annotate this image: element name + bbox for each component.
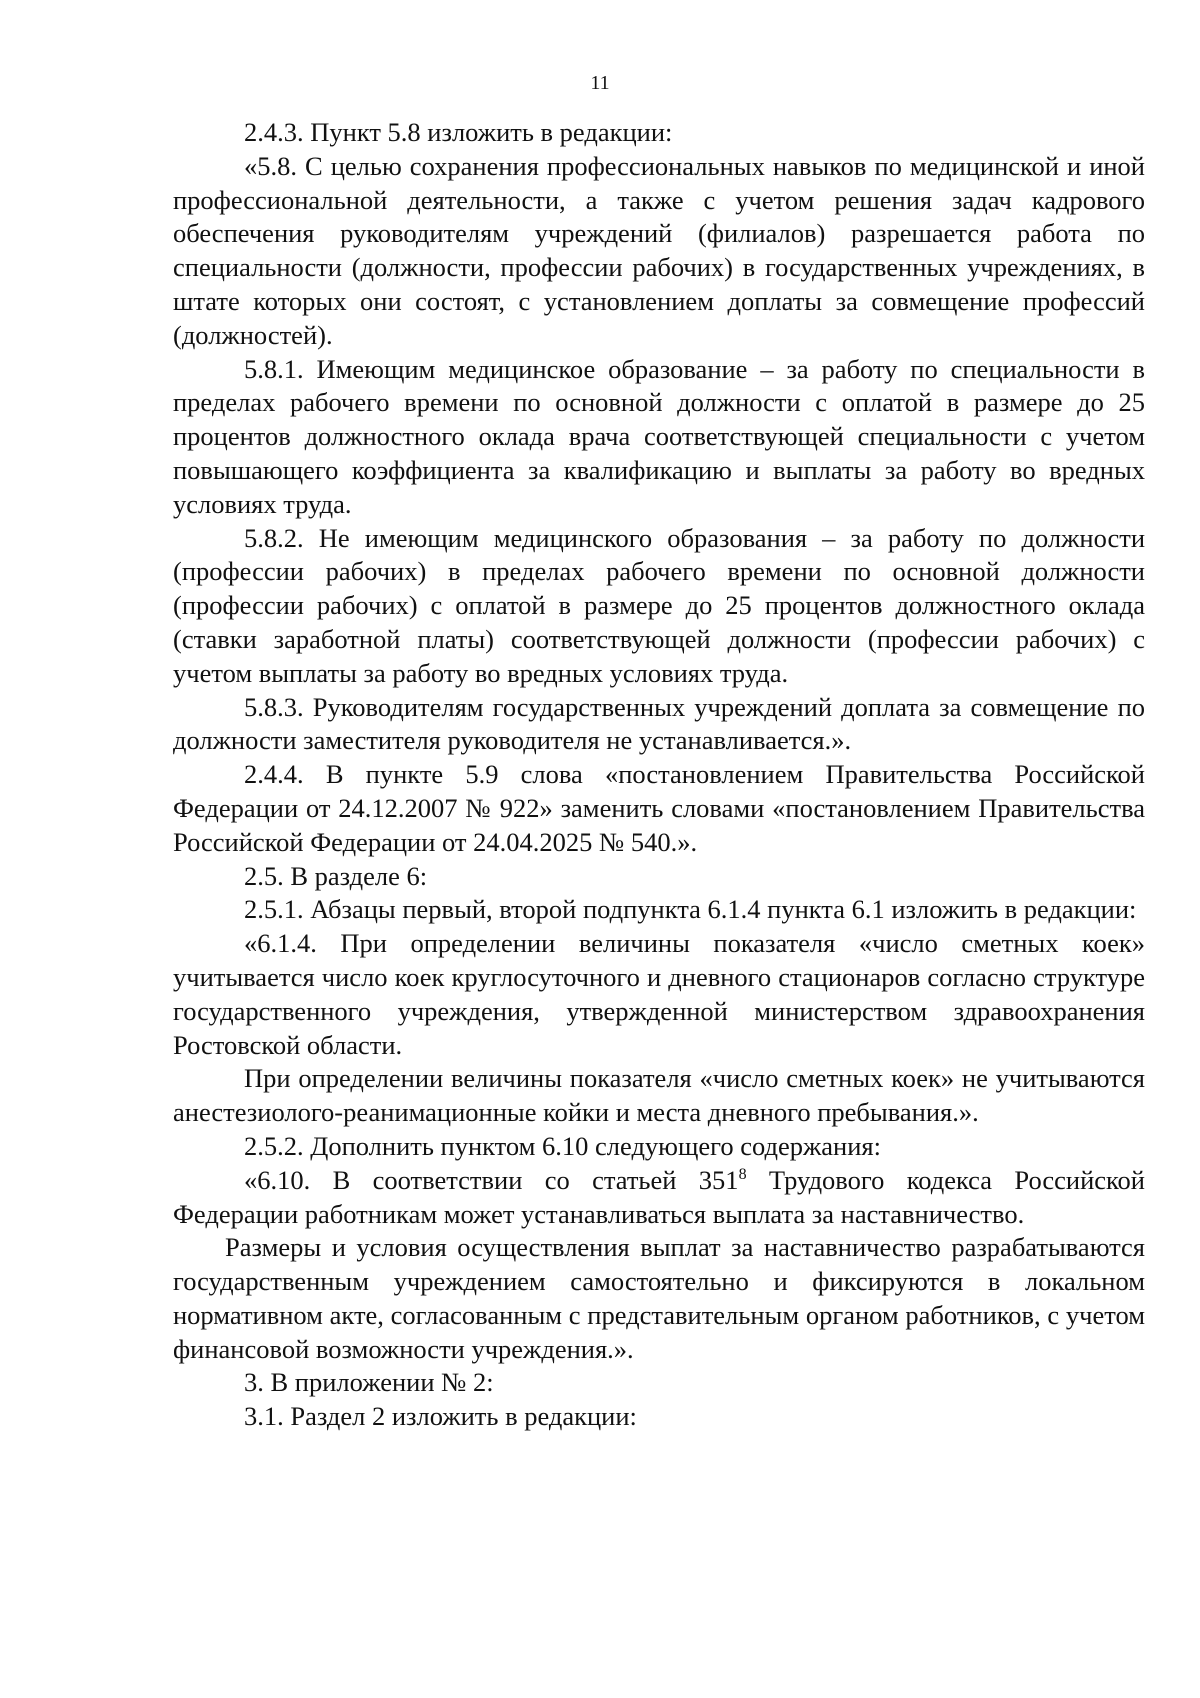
paragraph-2-5: 2.5. В разделе 6: [244, 860, 428, 891]
page-number: 11 [590, 72, 610, 94]
paragraph-2-4-4: 2.4.4. В пункте 5.9 слова «постановлением Правительства Российской Федерации от 24.12.2007 № 922» заменить словами «постановлением Правительства Российской Федерации от 24.04.2025 № 540.». [173, 759, 1145, 857]
paragraph-5-8-3: 5.8.3. Руководителям государственных учреждений доплата за совмещение по должности заместителя руководителя не устанавливается.». [173, 691, 1145, 756]
paragraph-5-8-1: 5.8.1. Имеющим медицинское образование – за работу по специальности в пределах рабочего времени по основной должности с оплатой в размере до 25 процентов должностного оклада врача соответствующей специальности с учетом повышающего коэффициента за квалификацию и выплаты за работу во вредных условиях труда. [173, 353, 1145, 519]
paragraph-2-4-3: 2.4.3. Пункт 5.8 изложить в редакции: [244, 117, 673, 147]
paragraph-5-8: «5.8. С целью сохранения профессиональных навыков по медицинской и иной профессиональной деятельности, а также с учетом решения задач кадрового обеспечения руководителям учреждений (филиалов) разрешается работа по специальности (должности, профессии рабочих) в государственных учреждениях, в штате которых они состоят, с установлением доплаты за совмещение профессий (должностей). [173, 150, 1145, 350]
paragraph-3-1: 3.1. Раздел 2 изложить в редакции: [244, 1401, 637, 1432]
paragraph-6-10-end: Трудового кодекса Российской Федерации работникам может устанавливаться выплата за наставничество. [173, 1164, 1145, 1229]
paragraph-2-5-2: 2.5.2. Дополнить пунктом 6.10 следующего содержания: [244, 1130, 881, 1161]
paragraph-6-10 [173, 1164, 1145, 1232]
paragraph-6-1-4: «6.1.4. При определении величины показателя «число сметных коек» учитывается число коек круглосуточного и дневного стационаров согласно структуре государственного учреждения, утвержденной министерством здравоохранения Ростовской области. [173, 928, 1145, 1060]
paragraph-mentorship-sizes: Размеры и условия осуществления выплат за наставничество разрабатываются государственным учреждением самостоятельно и фиксируются в локальном нормативном акте, согласованным с представительным органом работников, с учетом финансовой возможности учреждения.». [173, 1232, 1145, 1364]
paragraph-3: 3. В приложении № 2: [244, 1367, 494, 1398]
paragraph-2-5-1: 2.5.1. Абзацы первый, второй подпункта 6.1.4 пункта 6.1 изложить в редакции: [244, 894, 1137, 925]
paragraph-beds-exclusion: При определении величины показателя «число сметных коек» не учитываются анестезиолого-реанимационные койки и места дневного пребывания.». [173, 1063, 1145, 1128]
paragraph-6-10-start: «6.10. В соответствии со статьей 351 [244, 1164, 739, 1195]
article-superscript: 8 [738, 1165, 747, 1183]
paragraph-5-8-2: 5.8.2. Не имеющим медицинского образования – за работу по должности (профессии рабочих) в пределах рабочего времени по основной должности (профессии рабочих) с оплатой в размере до 25 процентов должностного оклада (ставки заработной платы) соответствующей должности (профессии рабочих) с учетом выплаты за работу во вредных условиях труда. [173, 522, 1145, 688]
document-body [173, 116, 1145, 1434]
